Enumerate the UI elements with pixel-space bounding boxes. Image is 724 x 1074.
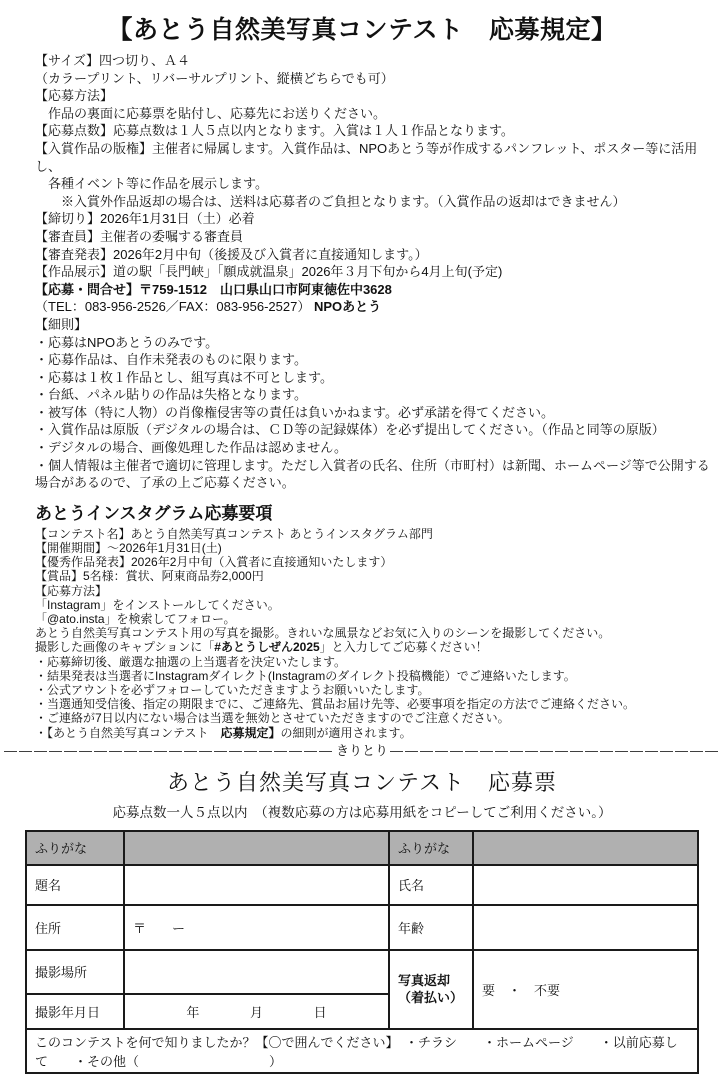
tel-fax-text: （TEL：083-956-2526／FAX：083-956-2527） xyxy=(35,299,314,315)
address-field: 〒 ー xyxy=(124,905,389,950)
table-row-furigana xyxy=(26,831,698,865)
rule-line: 【審査員】主催者の委嘱する審査員 xyxy=(35,228,244,244)
age-label: 年齢 xyxy=(389,905,473,950)
rule-line: 作品の裏面に応募票を貼付し、応募先にお送りください。 xyxy=(35,105,387,121)
rule-line: ・入賞作品は原版（デジタルの場合は、ＣＤ等の記録媒体）を必ず提出してください。（作品と同等の原版） xyxy=(35,422,665,438)
instagram-line: ・公式アウントを必ずフォローしていただきますようお願いいたします。 xyxy=(35,683,430,698)
cut-label: きりとり xyxy=(335,742,388,758)
rule-line: ・デジタルの場合、画像処理した作品は認めません。 xyxy=(35,440,348,456)
rule-ref-pre: ・【あとう自然美写真コンテスト xyxy=(35,725,221,740)
rules-section xyxy=(35,52,712,492)
instagram-line: あとう自然美写真コンテスト用の写真を撮影。きれいな風景などお気に入りのシーンを撮影してください。 xyxy=(35,626,611,641)
furigana-field-title xyxy=(124,831,389,865)
entry-form-subtitle: 応募点数一人５点以内 （複数応募の方は応募用紙をコピーしてご利用ください。） xyxy=(112,804,612,820)
rule-line: 【締切り】2026年1月31日（土）必着 xyxy=(35,211,255,227)
name-label: 氏名 xyxy=(389,865,473,905)
instagram-section xyxy=(35,527,712,740)
rule-line: 各種イベント等に作品を展示します。 xyxy=(35,176,268,192)
age-field xyxy=(473,905,698,950)
photo-return-label-line1: 写真返却 xyxy=(398,972,451,988)
rule-line: 【入賞作品の版権】主催者に帰属します。入賞作品は、NPOあとう等が作成するパンフレット、ポスター等に活用し、 xyxy=(35,140,698,174)
location-label: 撮影場所 xyxy=(26,950,124,994)
name-field xyxy=(473,865,698,905)
instagram-line: 【優秀作品発表】2026年2月中旬（入賞者に直接通知いたします） xyxy=(35,555,393,570)
instagram-line: ・結果発表は当選者にInstagramダイレクト(Instagramのダイレクト投稿機能）でご連絡いたします。 xyxy=(35,668,576,683)
rule-line: 【応募方法】 xyxy=(35,88,114,104)
rule-ref-bold: 応募規定】 xyxy=(220,725,281,740)
instagram-line: ・当選通知受信後、指定の期限までに、ご連絡先、賞品お届け先等、必要事項を指定の方法でご連絡ください。 xyxy=(35,697,636,712)
rule-line: 【審査発表】2026年2月中旬（後援及び入賞者に直接通知します。） xyxy=(35,246,428,262)
table-row-survey xyxy=(26,1029,698,1073)
table-row-location xyxy=(26,950,698,994)
instagram-line: 【応募方法】 xyxy=(35,583,108,598)
cut-line xyxy=(0,743,724,759)
title-field xyxy=(124,865,389,905)
title-label: 題名 xyxy=(26,865,124,905)
rule-line: ・台紙、パネル貼りの作品は失格となります。 xyxy=(35,387,307,403)
date-field-units xyxy=(133,1002,380,1021)
instagram-line: ・ご連絡が7日以内にない場合は当選を無効とさせていただきますのでご注意ください。 xyxy=(35,711,510,726)
cut-dashes-right: ―――――――――――――――――――――― xyxy=(390,742,720,758)
photo-return-label-line2: （着払い） xyxy=(398,990,464,1006)
instagram-line: 【賞品】5名様：賞状、阿東商品券2,000円 xyxy=(35,569,264,584)
date-field xyxy=(124,994,389,1029)
hashtag-line xyxy=(35,640,712,654)
date-year-label: 年 xyxy=(186,1004,200,1020)
rule-line: 【細則】 xyxy=(35,316,88,332)
npo-name: NPOあとう xyxy=(313,299,382,315)
cut-dashes-left: ―――――――――――――――――――――― xyxy=(3,742,334,758)
date-month-label: 月 xyxy=(249,1004,263,1020)
table-row-title-name xyxy=(26,865,698,905)
survey-question: このコンテストを何で知りましたか？【〇で囲んでください】 ・チラシ ・ホームページ ・以前応募して ・その他（ ） xyxy=(26,1029,698,1073)
rule-line: 【応募点数】応募点数は１人５点以内となります。入賞は１人１作品となります。 xyxy=(35,123,514,139)
contest-flyer-page xyxy=(0,10,724,1069)
rule-line: 【作品展示】道の駅「長門峡」「願成就温泉」2026年３月下旬から4月上旬(予定) xyxy=(35,264,503,280)
instagram-line: 【コンテスト名】あとう自然美写真コンテスト あとうインスタグラム部門 xyxy=(35,526,433,541)
rule-line: ・被写体（特に人物）の肖像権侵害等の責任は負いかねます。必ず承諾を得てください。 xyxy=(35,404,554,420)
hashtag-pre: 撮影した画像のキャプションに「 xyxy=(35,640,215,655)
date-day-label: 日 xyxy=(313,1004,327,1020)
address-label: 住所 xyxy=(26,905,124,950)
location-field xyxy=(124,950,389,994)
rule-reference-line xyxy=(35,726,712,740)
rule-line: ・応募は１枚１作品とし、組写真は不可とします。 xyxy=(35,369,333,385)
tel-fax-line xyxy=(35,298,712,316)
rule-line: ・応募はNPOあとうのみです。 xyxy=(35,334,219,350)
hashtag: #あとうしぜん2025 xyxy=(214,640,320,655)
hashtag-post: 」と入力してご応募ください！ xyxy=(319,640,488,655)
furigana-field-name xyxy=(473,831,698,865)
entry-form-title: あとう自然美写真コンテスト 応募票 xyxy=(166,769,558,795)
instagram-line: ・応募締切後、厳選な抽選の上当選者を決定いたします。 xyxy=(35,654,347,669)
entry-form-table xyxy=(25,830,699,1074)
photo-return-label xyxy=(389,950,473,1029)
instagram-section-heading: あとうインスタグラム応募要項 xyxy=(35,503,273,523)
rule-line: ※入賞外作品返却の場合は、送料は応募者のご負担となります。（入賞作品の返却はできません） xyxy=(35,193,626,209)
rule-line: ・個人情報は主催者で適切に管理します。ただし入賞者の氏名、住所（市町村）は新聞、ホームページ等で公開する場合があるので、了承の上ご応募ください。 xyxy=(35,457,710,491)
furigana-label-right: ふりがな xyxy=(389,831,473,865)
date-label: 撮影年月日 xyxy=(26,994,124,1029)
furigana-label-left: ふりがな xyxy=(26,831,124,865)
rule-line: ・応募作品は、自作未発表のものに限ります。 xyxy=(35,352,307,368)
instagram-line: 「@ato.insta」を検索してフォロー。 xyxy=(35,612,236,627)
page-title: 【あとう自然美写真コンテスト 応募規定】 xyxy=(107,16,617,44)
rule-line: 【サイズ】四つ切り、Ａ４ xyxy=(35,53,190,68)
rule-line: （カラープリント、リバーサルプリント、縦横どちらでも可） xyxy=(35,70,394,86)
table-row-address-age xyxy=(26,905,698,950)
rule-ref-post: の細則が適用されます。 xyxy=(280,725,412,740)
photo-return-options: 要 ・ 不要 xyxy=(473,950,698,1029)
contact-address-line: 【応募・問合せ】〒759-1512 山口県山口市阿東徳佐中3628 xyxy=(35,281,392,297)
instagram-line: 【開催期間】～2026年1月31日(土) xyxy=(35,541,222,556)
instagram-line: 「Instagram」をインストールしてください。 xyxy=(35,597,280,612)
